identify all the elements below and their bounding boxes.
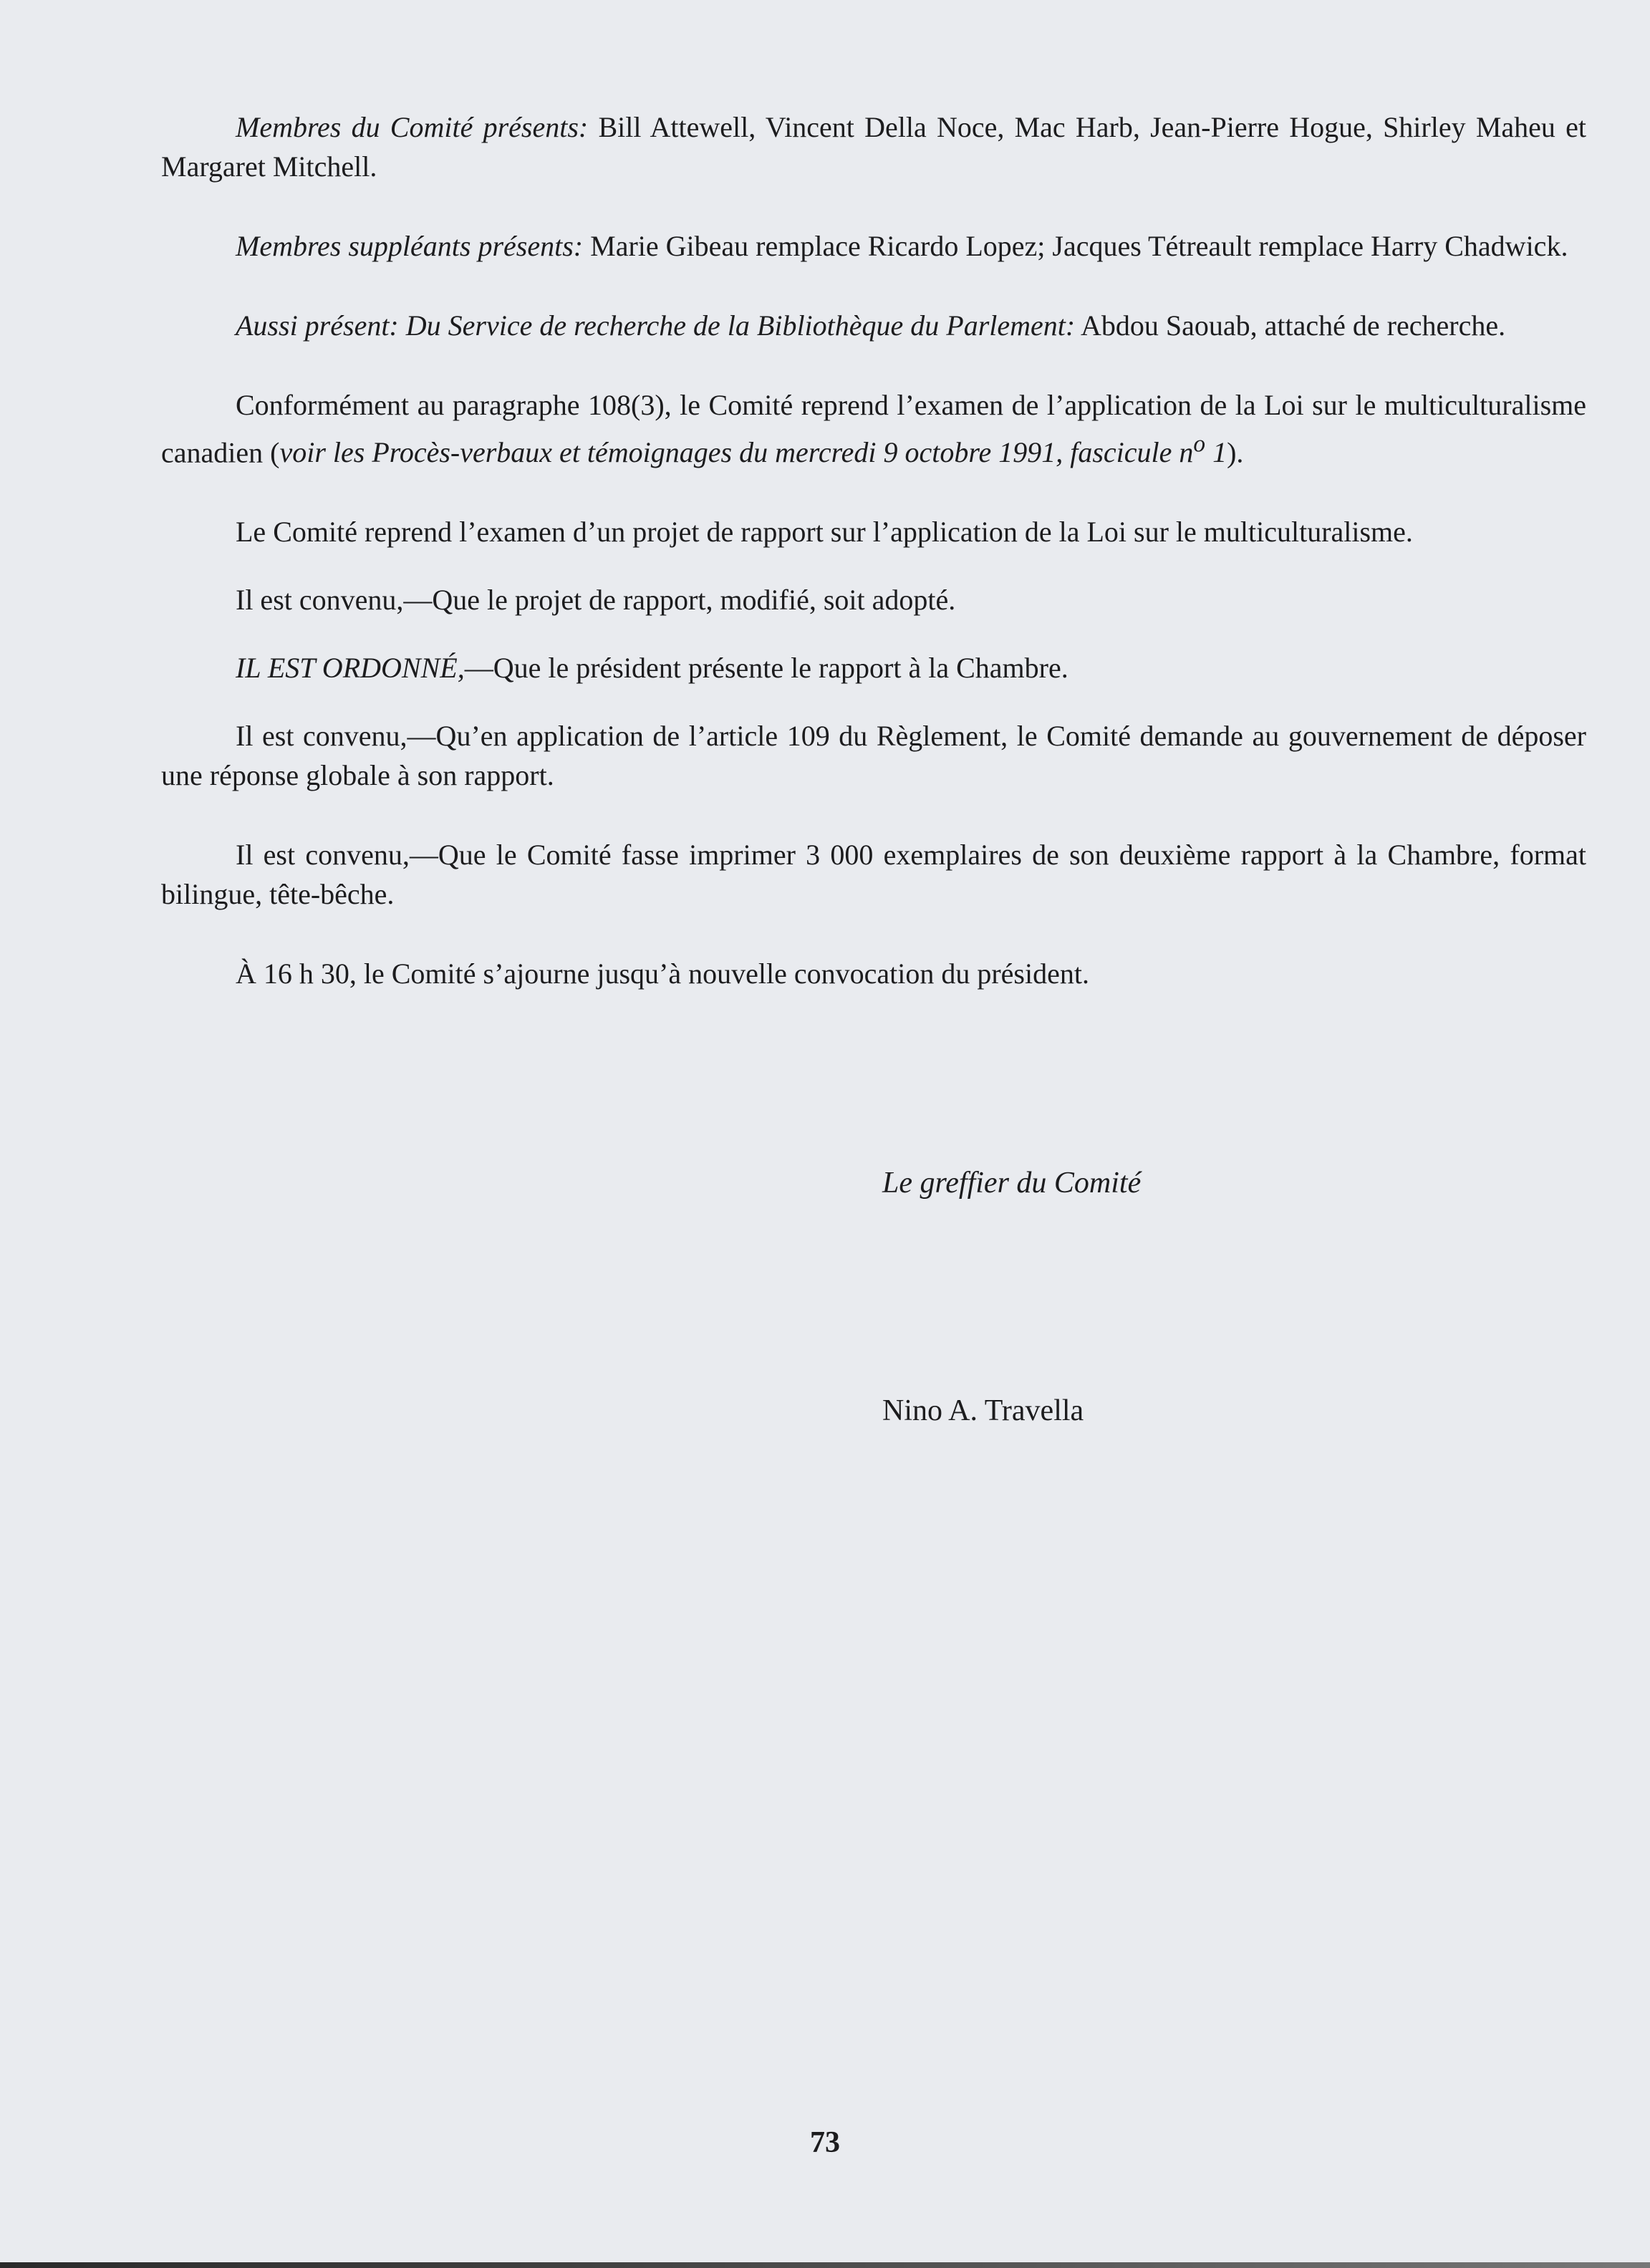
- also-present-paragraph: [161, 306, 1586, 345]
- scan-edge: [0, 2262, 1650, 2268]
- motion-adopted-text: Il est convenu,—Que le projet de rapport, modifié, soit adopté.: [236, 584, 956, 617]
- ordered-label: IL EST ORDONNÉ,: [236, 652, 465, 685]
- substitute-members-list: Marie Gibeau remplace Ricardo Lopez; Jacques Tétreault remplace Harry Chadwick.: [583, 230, 1568, 262]
- also-present-names: Abdou Saouab, attaché de recherche.: [1075, 309, 1506, 342]
- minutes-body: [161, 107, 1586, 993]
- draft-report-paragraph: [161, 512, 1586, 551]
- government-response-text: Il est convenu,—Qu’en application de l’article 109 du Règlement, le Comité demande au gouvernement de déposer une réponse globale à son rapport.: [161, 720, 1586, 792]
- clerk-name: Nino A. Travella: [882, 1394, 1084, 1427]
- printing-paragraph: [161, 835, 1586, 914]
- also-present-label: Aussi présent: Du Service de recherche de la Bibliothèque du Parlement:: [236, 309, 1076, 342]
- government-response-paragraph: [161, 716, 1586, 795]
- order-of-reference-paragraph: [161, 385, 1586, 472]
- citation-text: voir les Procès-verbaux et témoignages du mercredi 9 octobre 1991, fascicule n: [279, 436, 1194, 469]
- clerk-title: Le greffier du Comité: [882, 1167, 1142, 1200]
- substitute-members-label: Membres suppléants présents:: [236, 230, 584, 262]
- order-of-reference-close: ).: [1227, 436, 1244, 469]
- motion-adopted-paragraph: [161, 580, 1586, 619]
- order-of-reference-citation: [279, 431, 1227, 469]
- ordered-paragraph: [161, 648, 1586, 687]
- members-present-label: Membres du Comité présents:: [236, 111, 589, 143]
- adjournment-text: À 16 h 30, le Comité s’ajourne jusqu’à nouvelle convocation du président.: [236, 957, 1089, 990]
- citation-superscript: o: [1193, 431, 1206, 458]
- citation-number: 1: [1205, 436, 1227, 469]
- draft-report-text: Le Comité reprend l’examen d’un projet de rapport sur l’application de la Loi sur le multiculturalisme.: [236, 516, 1413, 549]
- substitute-members-paragraph: [161, 226, 1586, 266]
- members-present-list: Bill Attewell, Vincent Della Noce, Mac Harb, Jean-Pierre Hogue, Shirley Maheu et Margaret Mitchell.: [161, 111, 1586, 183]
- order-of-reference-text: Conformément au paragraphe 108(3), le Comité reprend l’examen de l’application de la Loi sur le multiculturalisme canadien (: [161, 389, 1586, 469]
- ordered-text: —Que le président présente le rapport à la Chambre.: [464, 652, 1068, 685]
- adjournment-paragraph: [161, 954, 1586, 993]
- page-number: 73: [810, 2126, 840, 2159]
- printing-text: Il est convenu,—Que le Comité fasse imprimer 3 000 exemplaires de son deuxième rapport à la Chambre, format bilingue, tête-bêche.: [161, 839, 1586, 911]
- members-present-paragraph: [161, 107, 1586, 186]
